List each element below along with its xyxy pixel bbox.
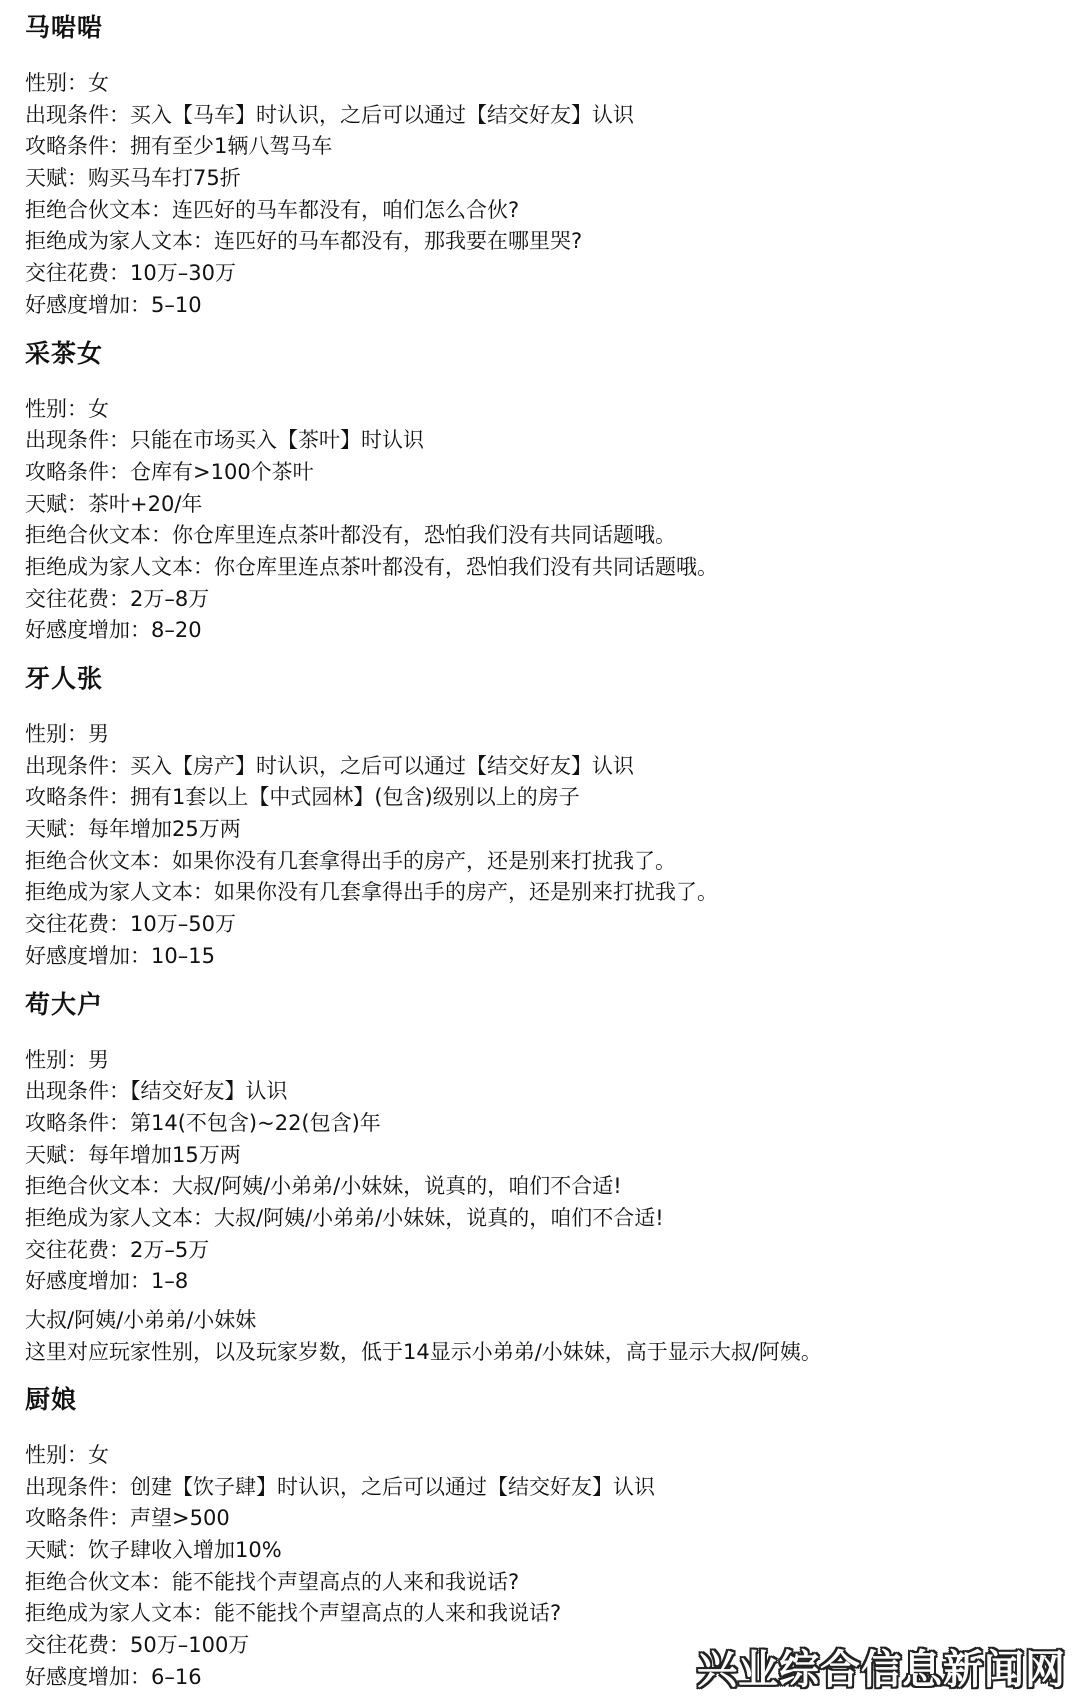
character-section xyxy=(25,10,1065,322)
character-name-heading: 苟大户 xyxy=(25,989,104,1019)
character-section xyxy=(25,661,1065,973)
character-field: 交往花费：2万–5万 xyxy=(25,1237,210,1262)
note-block xyxy=(25,1304,1065,1368)
character-field: 出现条件：创建【饮子肆】时认识，之后可以通过【结交好友】认识 xyxy=(25,1474,655,1499)
character-field: 拒绝合伙文本：大叔/阿姨/小弟弟/小妹妹，说真的，咱们不合适! xyxy=(25,1174,622,1199)
character-field: 出现条件：【结交好友】认识 xyxy=(25,1079,288,1104)
character-field: 拒绝成为家人文本：如果你没有几套拿得出手的房产，还是别来打扰我了。 xyxy=(25,880,718,905)
character-field: 好感度增加：6–16 xyxy=(25,1664,202,1689)
character-field: 天赋：每年增加25万两 xyxy=(25,817,241,842)
document xyxy=(25,10,1065,1694)
character-name-heading: 厨娘 xyxy=(25,1385,78,1414)
character-name-heading: 采茶女 xyxy=(25,338,104,368)
character-field: 拒绝成为家人文本：能不能找个声望高点的人来和我说话? xyxy=(25,1601,562,1626)
character-field: 拒绝成为家人文本：大叔/阿姨/小弟弟/小妹妹，说真的，咱们不合适! xyxy=(25,1205,664,1230)
character-field: 攻略条件：拥有至少1辆八驾马车 xyxy=(25,134,333,159)
character-name-heading: 马啱啱 xyxy=(25,13,104,42)
character-name-heading: 牙人张 xyxy=(25,664,104,693)
character-field: 拒绝合伙文本：你仓库里连点茶叶都没有，恐怕我们没有共同话题哦。 xyxy=(25,523,676,548)
character-field: 出现条件：买入【房产】时认识，之后可以通过【结交好友】认识 xyxy=(25,753,634,778)
character-field: 性别：男 xyxy=(25,722,109,746)
character-field: 性别：女 xyxy=(25,396,109,421)
character-field: 好感度增加：5–10 xyxy=(25,292,202,317)
character-field: 天赋：饮子肆收入增加10% xyxy=(25,1538,282,1563)
character-field: 拒绝成为家人文本：连匹好的马车都没有，那我要在哪里哭? xyxy=(25,229,583,254)
character-field: 交往花费：10万–30万 xyxy=(25,261,236,286)
character-section xyxy=(25,336,1065,648)
character-field: 好感度增加：10–15 xyxy=(25,943,215,968)
watermark: 兴业综合信息新闻网 xyxy=(697,1647,1066,1693)
character-field: 攻略条件：第14(不包含)~22(包含)年 xyxy=(25,1110,381,1135)
character-field: 交往花费：50万–100万 xyxy=(25,1633,250,1658)
character-field: 拒绝合伙文本：能不能找个声望高点的人来和我说话? xyxy=(25,1569,520,1594)
character-field: 天赋：每年增加15万两 xyxy=(25,1142,241,1167)
note-line: 大叔/阿姨/小弟弟/小妹妹 xyxy=(25,1308,257,1332)
character-field: 性别：女 xyxy=(25,1443,109,1467)
character-field: 拒绝成为家人文本：你仓库里连点茶叶都没有，恐怕我们没有共同话题哦。 xyxy=(25,554,718,579)
character-field: 拒绝合伙文本：连匹好的马车都没有，咱们怎么合伙? xyxy=(25,197,520,222)
character-field: 出现条件：买入【马车】时认识，之后可以通过【结交好友】认识 xyxy=(25,102,634,127)
character-section xyxy=(25,987,1065,1369)
character-field: 性别：男 xyxy=(25,1047,109,1072)
character-field: 好感度增加：8–20 xyxy=(25,618,202,643)
character-field: 攻略条件：拥有1套以上【中式园林】(包含)级别以上的房子 xyxy=(25,785,580,810)
character-field: 攻略条件：声望>500 xyxy=(25,1506,230,1531)
character-field: 天赋：购买马车打75折 xyxy=(25,166,241,191)
character-field: 拒绝合伙文本：如果你没有几套拿得出手的房产，还是别来打扰我了。 xyxy=(25,848,676,873)
character-field: 好感度增加：1–8 xyxy=(25,1269,189,1294)
character-field: 性别：女 xyxy=(25,71,109,95)
note-line: 这里对应玩家性别，以及玩家岁数，低于14显示小弟弟/小妹妹，高于显示大叔/阿姨。 xyxy=(25,1340,822,1364)
character-field: 交往花费：2万–8万 xyxy=(25,586,210,611)
character-field: 天赋：茶叶+20/年 xyxy=(25,491,203,516)
character-field: 出现条件：只能在市场买入【茶叶】时认识 xyxy=(25,428,424,453)
character-field: 攻略条件：仓库有>100个茶叶 xyxy=(25,459,314,484)
character-field: 交往花费：10万–50万 xyxy=(25,912,236,937)
